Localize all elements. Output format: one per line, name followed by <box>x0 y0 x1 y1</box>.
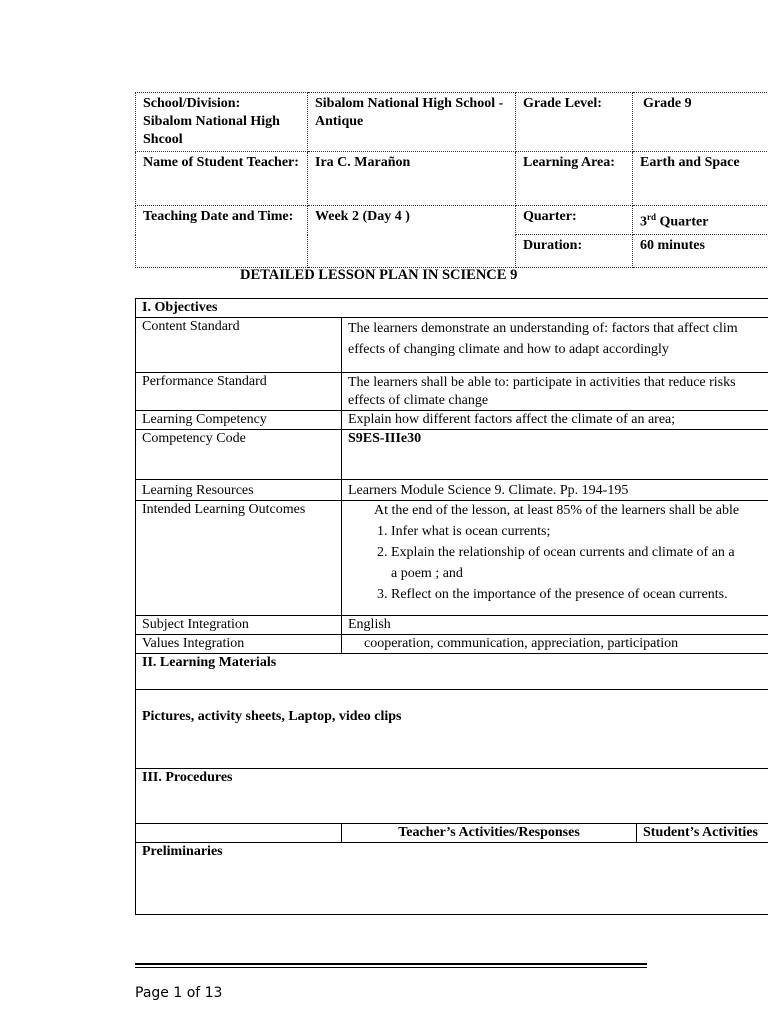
area-label: Learning Area: <box>516 152 633 206</box>
student-activities-header: Student’s Activities <box>637 824 768 843</box>
materials-heading: II. Learning Materials <box>136 654 768 690</box>
outcome-2-cont: a poem ; and <box>391 566 463 581</box>
footer-rule-thick <box>135 963 647 965</box>
procedures-blank-cell <box>136 824 342 843</box>
school-label: School/Division: <box>143 96 241 111</box>
footer-rule-thin <box>135 967 647 968</box>
list-item <box>391 584 768 605</box>
duration-label: Duration: <box>516 235 633 268</box>
values-integration-value <box>342 635 768 654</box>
outcomes-value <box>342 501 768 616</box>
date-label: Teaching Date and Time: <box>136 206 308 268</box>
resources-label: Learning Resources <box>136 480 342 501</box>
performance-line1: The learners shall be able to: participate in activities that reduce risks <box>348 375 736 390</box>
outcome-2: Explain the relationship of ocean currents and climate of an a <box>391 545 735 560</box>
competency-value: Explain how different factors affect the climate of an area; <box>342 411 768 430</box>
subject-integration-value: English <box>342 616 768 635</box>
outcomes-list <box>348 521 768 605</box>
code-label: Competency Code <box>136 430 342 480</box>
school-value: Sibalom National High School -Antique <box>308 93 516 152</box>
outcomes-label: Intended Learning Outcomes <box>136 501 342 616</box>
outcome-3: Reflect on the importance of the presence of ocean currents. <box>391 587 728 602</box>
header-info-table <box>135 92 768 268</box>
list-item <box>391 521 768 542</box>
content-standard-value <box>342 318 768 373</box>
grade-label: Grade Level: <box>516 93 633 152</box>
preliminaries-heading: Preliminaries <box>136 843 768 915</box>
area-value: Earth and Space <box>633 152 768 206</box>
objectives-heading: I. Objectives <box>136 299 768 318</box>
subject-integration-label: Subject Integration <box>136 616 342 635</box>
quarter-value <box>633 206 768 235</box>
school-label-cell <box>136 93 308 152</box>
outcomes-intro: At the end of the lesson, at least 85% of the learners shall be able <box>374 503 740 518</box>
values-integration-label: Values Integration <box>136 635 342 654</box>
duration-value: 60 minutes <box>633 235 768 268</box>
performance-line2: effects of climate change <box>348 393 489 408</box>
teacher-activities-header: Teacher’s Activities/Responses <box>342 824 637 843</box>
quarter-sup: rd <box>647 212 656 222</box>
code-value: S9ES-IIIe30 <box>342 430 768 480</box>
grade-value <box>633 93 768 152</box>
page-title: DETAILED LESSON PLAN IN SCIENCE 9 <box>240 267 518 283</box>
quarter-label: Quarter: <box>516 206 633 235</box>
grade-value-text: Grade 9 <box>643 96 692 111</box>
teacher-value: Ira C. Marañon <box>308 152 516 206</box>
page-number: Page 1 of 13 <box>135 985 223 1001</box>
resources-value: Learners Module Science 9. Climate. Pp. 194-195 <box>342 480 768 501</box>
teacher-label: Name of Student Teacher: <box>136 152 308 206</box>
date-value: Week 2 (Day 4 ) <box>308 206 516 268</box>
performance-standard-label: Performance Standard <box>136 373 342 411</box>
content-standard-label: Content Standard <box>136 318 342 373</box>
procedures-heading: III. Procedures <box>136 769 768 824</box>
content-standard-line1: The learners demonstrate an understanding of: factors that affect clim <box>348 321 738 336</box>
materials-list: Pictures, activity sheets, Laptop, video clips <box>136 690 768 769</box>
competency-label: Learning Competency <box>136 411 342 430</box>
list-item <box>391 542 768 584</box>
values-integration-text: cooperation, communication, appreciation, participation <box>364 636 679 651</box>
lesson-plan-table <box>135 298 768 915</box>
quarter-num: 3 <box>640 214 647 230</box>
quarter-word: Quarter <box>659 214 709 230</box>
performance-standard-value <box>342 373 768 411</box>
outcome-1: Infer what is ocean currents; <box>391 524 551 539</box>
school-label-cont: Sibalom National High Shcool <box>143 114 280 147</box>
content-standard-line2: effects of changing climate and how to adapt accordingly <box>348 342 669 357</box>
